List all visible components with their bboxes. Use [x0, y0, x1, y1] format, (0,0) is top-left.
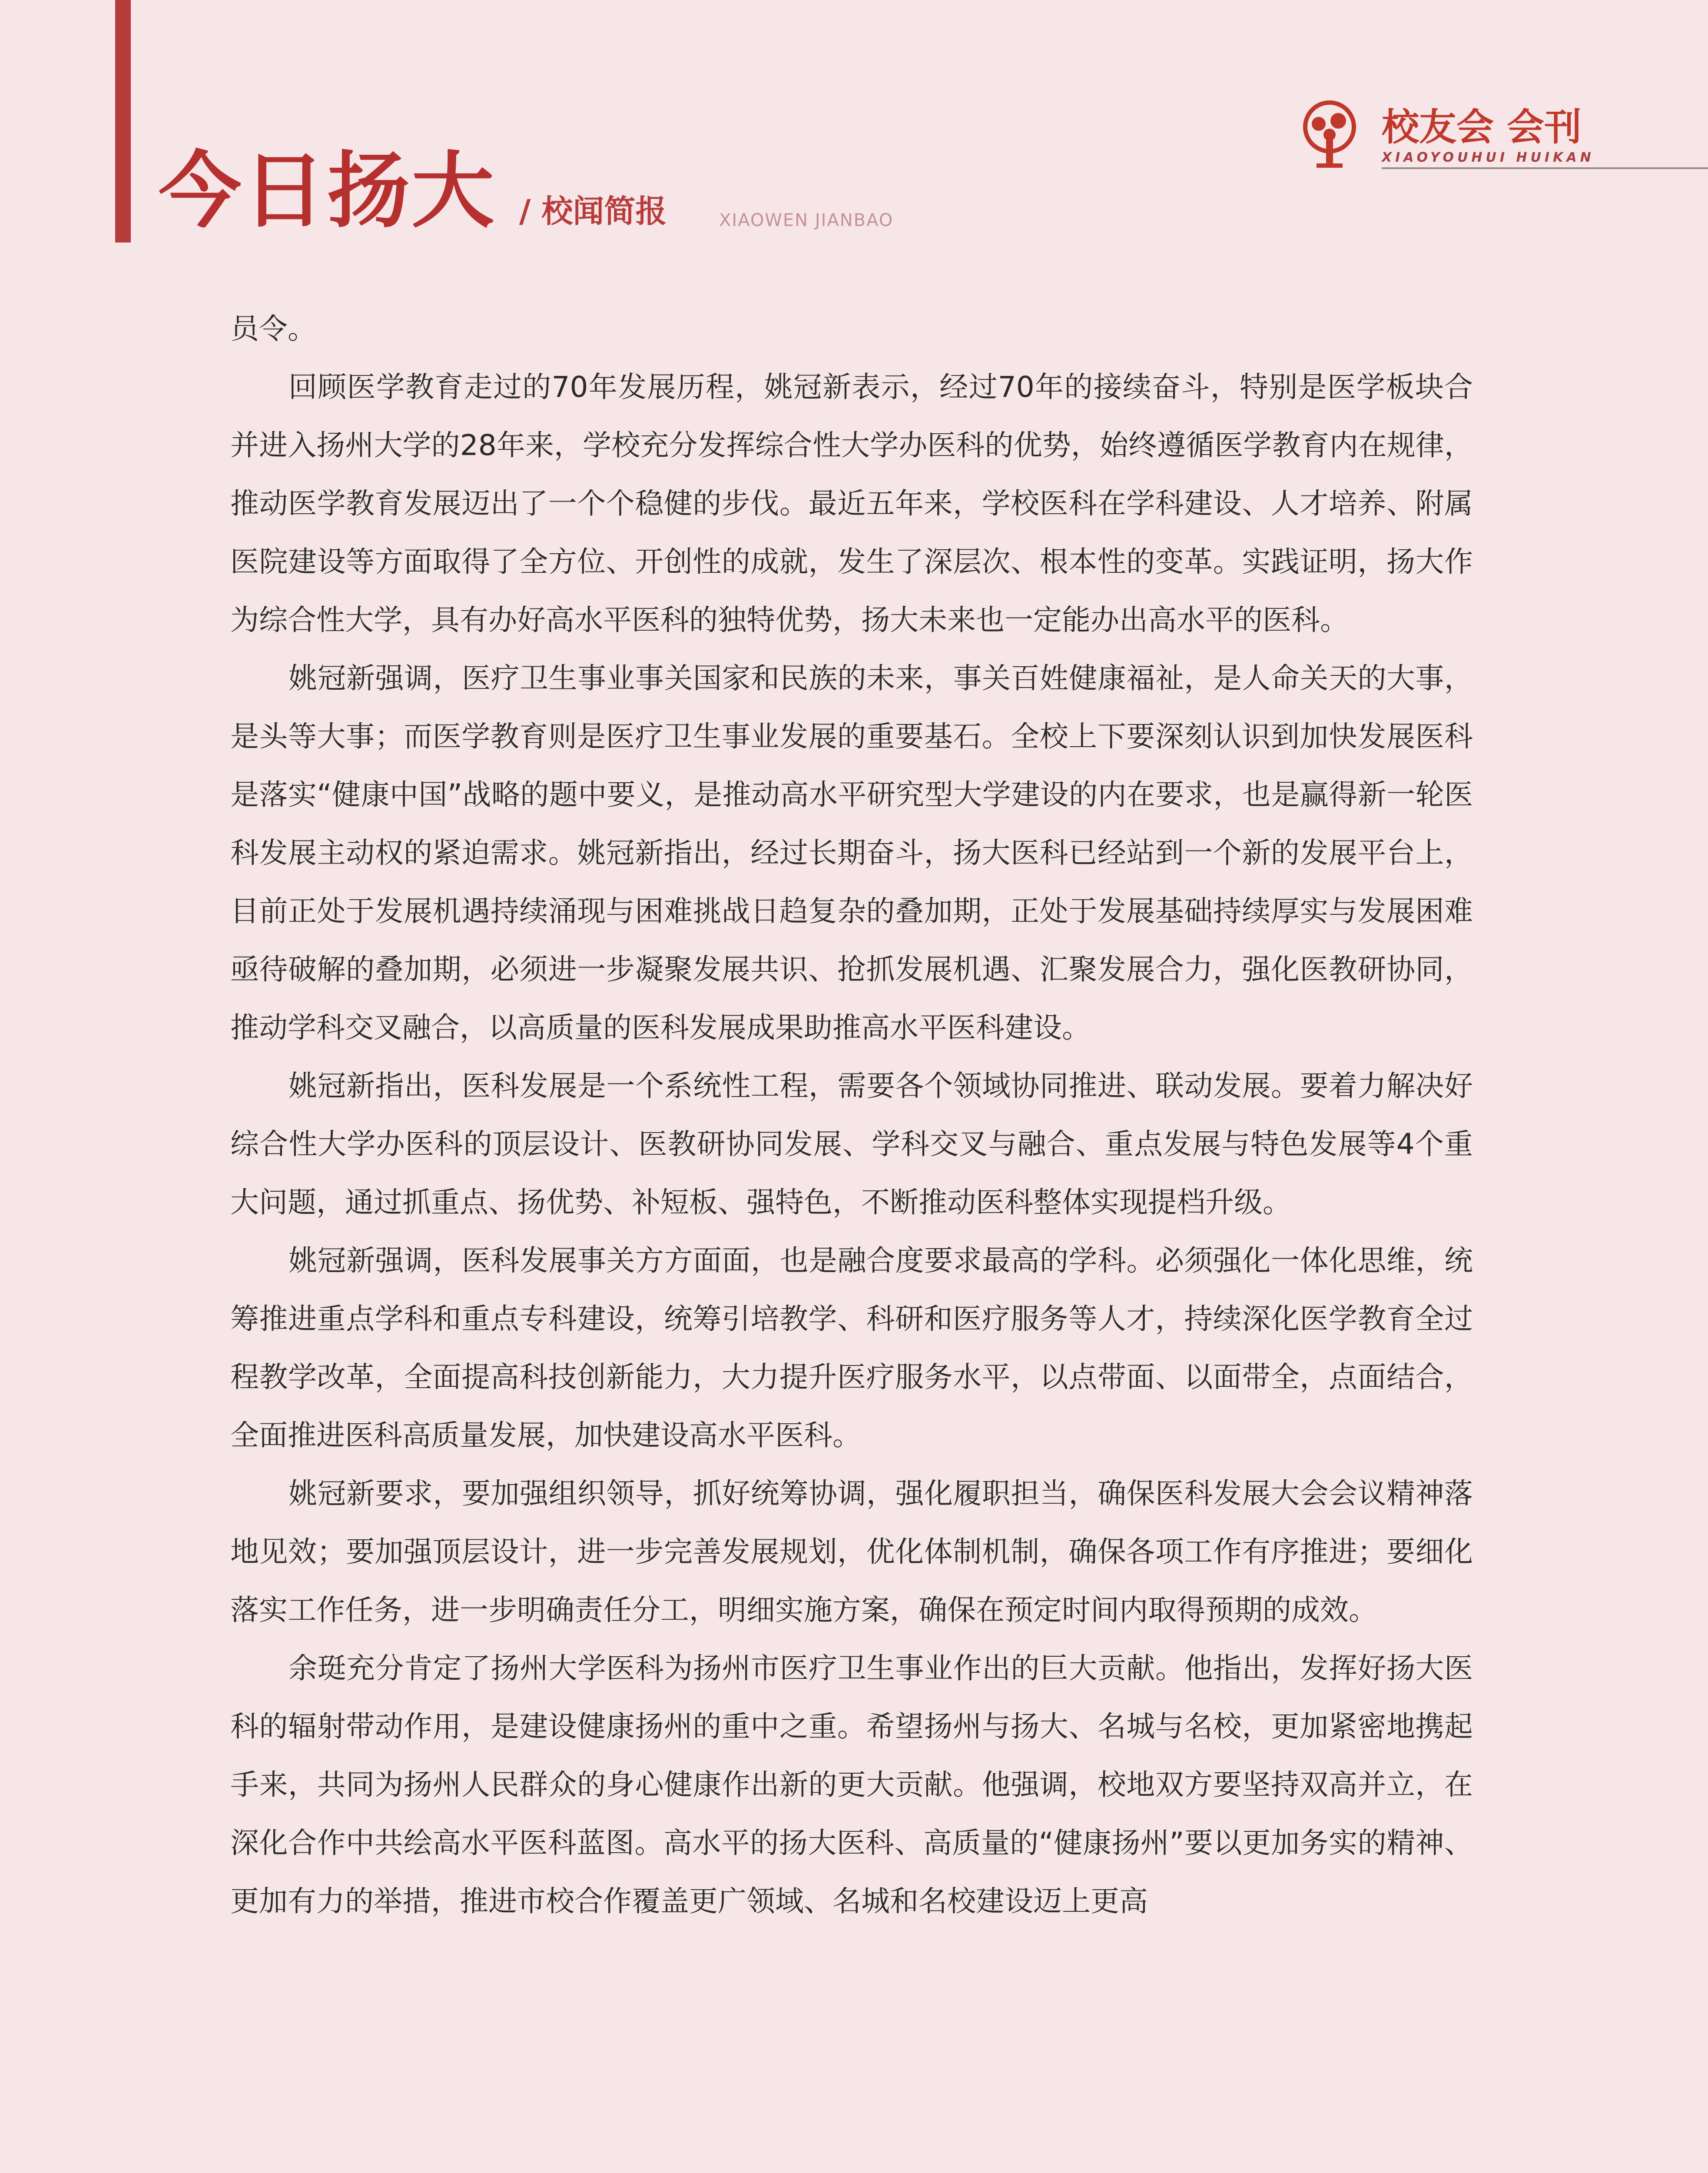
paragraph: 姚冠新要求，要加强组织领导，抓好统筹协调，强化履职担当，确保医科发展大会会议精神落地见效；要加强顶层设计，进一步完善发展规划，优化体制机制，确保各项工作有序推进；要细化落实工作任务，进一步明确责任分工，明细实施方案，确保在预定时间内取得预期的成效。	[230, 1477, 1473, 1627]
brand-subtitle: XIAOYOUHUI HUIKAN	[1382, 150, 1595, 165]
article-body	[230, 300, 1473, 1930]
brand-name: 校友会 会刊	[1382, 106, 1582, 149]
paragraph: 余珽充分肯定了扬州大学医科为扬州市医疗卫生事业作出的巨大贡献。他指出，发挥好扬大医科的辐射带动作用，是建设健康扬州的重中之重。希望扬州与扬大、名城与名校，更加紧密地携起手来，共同为扬州人民群众的身心健康作出新的更大贡献。他强调，校地双方要坚持双高并立，在深化合作中共绘高水平医科蓝图。高水平的扬大医科、高质量的“健康扬州”要以更加务实的精神、更加有力的举措，推进市校合作覆盖更广领域、名城和名校建设迈上更高	[230, 1651, 1473, 1918]
paragraph: 回顾医学教育走过的70年发展历程，姚冠新表示，经过70年的接续奋斗，特别是医学板块合并进入扬州大学的28年来，学校充分发挥综合性大学办医科的优势，始终遵循医学教育内在规律，推动医学教育发展迈出了一个个稳健的步伐。最近五年来，学校医科在学科建设、人才培养、附属医院建设等方面取得了全方位、开创性的成就，发生了深层次、根本性的变革。实践证明，扬大作为综合性大学，具有办好高水平医科的独特优势，扬大未来也一定能办出高水平的医科。	[230, 370, 1473, 637]
paragraph: 姚冠新强调，医科发展事关方方面面，也是融合度要求最高的学科。必须强化一体化思维，统筹推进重点学科和重点专科建设，统筹引培教学、科研和医疗服务等人才，持续深化医学教育全过程教学改革，全面提高科技创新能力，大力提升医疗服务水平，以点带面、以面带全，点面结合，全面推进医科高质量发展，加快建设高水平医科。	[230, 1244, 1473, 1452]
section-title-en: XIAOWEN JIANBAO	[719, 210, 894, 230]
paragraph: 姚冠新强调，医疗卫生事业事关国家和民族的未来，事关百姓健康福祉，是人命关天的大事，是头等大事；而医学教育则是医疗卫生事业发展的重要基石。全校上下要深刻认识到加快发展医科是落实“健康中国”战略的题中要义，是推动高水平研究型大学建设的内在要求，也是赢得新一轮医科发展主动权的紧迫需求。姚冠新指出，经过长期奋斗，扬大医科已经站到一个新的发展平台上，目前正处于发展机遇持续涌现与困难挑战日趋复杂的叠加期，正处于发展基础持续厚实与发展困难亟待破解的叠加期，必须进一步凝聚发展共识、抢抓发展机遇、汇聚发展合力，强化医教研协同，推动学科交叉融合，以高质量的医科发展成果助推高水平医科建设。	[230, 661, 1473, 1044]
tree-logo-icon	[1295, 100, 1364, 169]
page-title: 今日扬大	[159, 143, 496, 239]
section-title: / 校闻简报	[519, 193, 667, 229]
paragraph: 员令。	[230, 312, 316, 346]
header-accent-bar	[115, 0, 131, 243]
brand-underline	[1382, 167, 1708, 169]
brand-block	[1295, 100, 1668, 174]
paragraph: 姚冠新指出，医科发展是一个系统性工程，需要各个领域协同推进、联动发展。要着力解决好综合性大学办医科的顶层设计、医教研协同发展、学科交叉与融合、重点发展与特色发展等4个重大问题，通过抓重点、扬优势、补短板、强特色，不断推动医科整体实现提档升级。	[230, 1069, 1473, 1219]
